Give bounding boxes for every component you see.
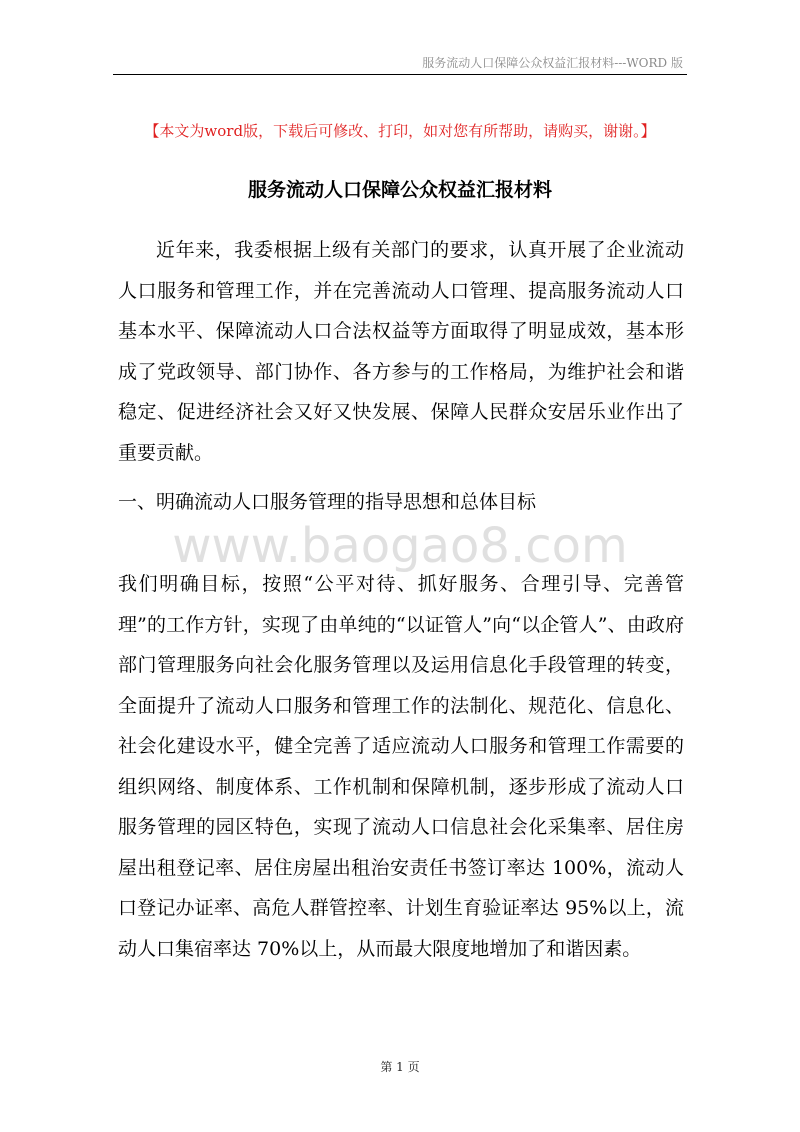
intro-paragraph: 近年来，我委根据上级有关部门的要求，认真开展了企业流动人口服务和管理工作，并在完善流动人口管理、提高服务流动人口基本水平、保障流动人口合法权益等方面取得了明显成效，基本形成了党政领导、部门协作、各方参与的工作格局，为维护社会和谐稳定、促进经济社会又好又快发展、保障人民群众安居乐业作出了重要贡献。	[118, 239, 684, 464]
section-heading-1: 一、明确流动人口服务管理的指导思想和总体目标	[118, 491, 537, 513]
watermark: www.baogao8.com	[172, 518, 628, 574]
section-1-paragraph: 我们明确目标，按照“公平对待、抓好服务、合理引导、完善管理”的工作方针，实现了由单纯的“以证管人”向“以企管人”、由政府部门管理服务向社会化服务管理以及运用信息化手段管理的转变，全面提升了流动人口服务和管理工作的法制化、规范化、信息化、社会化建设水平，健全完善了适应流动人口服务和管理工作需要的组织网络、制度体系、工作机制和保障机制，逐步形成了流动人口服务管理的园区特色，实现了流动人口信息社会化采集率、居住房屋出租登记率、居住房屋出租治安责任书签订率达 100%，流动人口登记办证率、高危人群管控率、计划生育验证率达 95%以上，流动人口集宿率达 70%以上，从而最大限度地增加了和谐因素。	[118, 573, 684, 960]
running-header: 服务流动人口保障公众权益汇报材料---WORD 版	[422, 56, 683, 70]
header-rule	[113, 74, 687, 75]
page-number: 第 1 页	[380, 1060, 420, 1074]
document-title: 服务流动人口保障公众权益汇报材料	[247, 179, 552, 201]
download-notice: 【本文为word版，下载后可修改、打印，如对您有所帮助，请购买，谢谢。】	[144, 122, 656, 140]
